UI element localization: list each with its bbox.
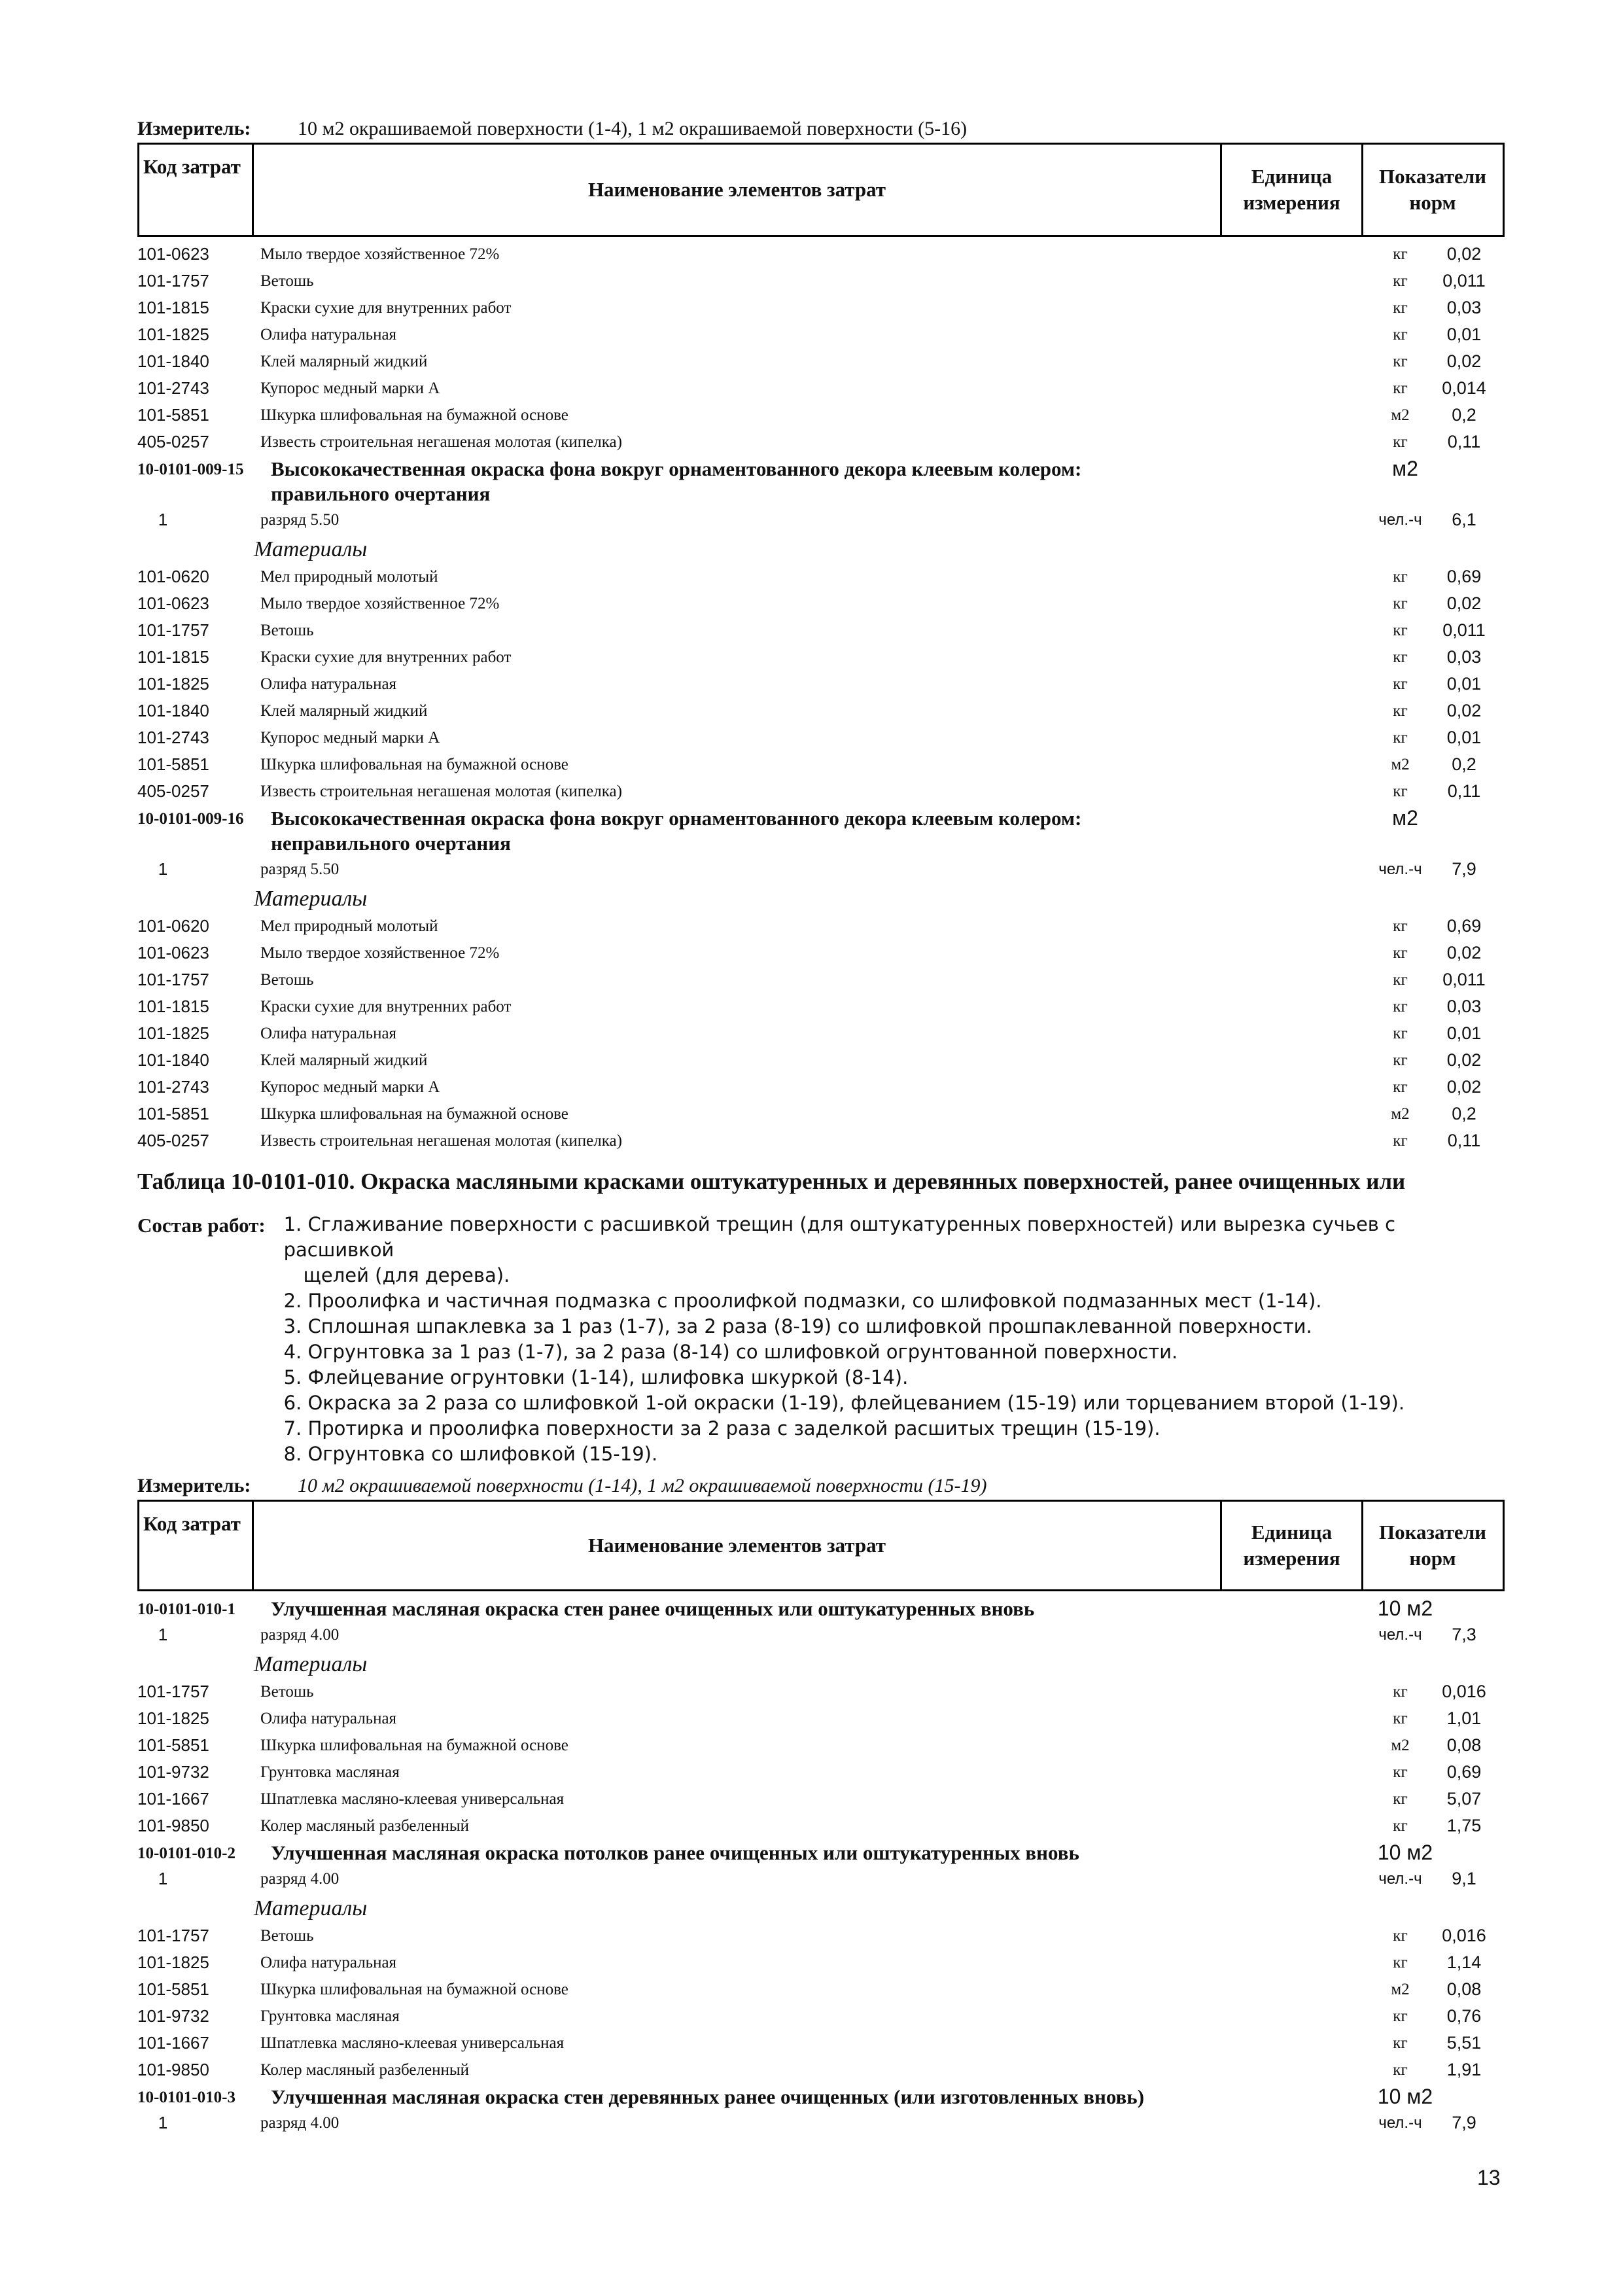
cell-name: Краски сухие для внутренних работ: [260, 298, 512, 317]
table-row: [137, 1074, 1500, 1101]
item-title: Улучшенная масляная окраска стен деревянных ранее очищенных (или изготовленных вновь): [271, 2085, 1145, 2108]
cell-code: 101-1840: [137, 701, 209, 720]
cell-unit: кг: [1393, 352, 1408, 370]
materials-label: Материалы: [254, 537, 368, 561]
cell-unit: кг: [1393, 2007, 1408, 2025]
item-code: 10-0101-010-3: [137, 2089, 236, 2106]
cell-code: 101-5851: [137, 1979, 209, 1999]
cell-name: Грунтовка масляная: [260, 2007, 400, 2025]
measure-line: [137, 111, 1505, 140]
item-unit: м2: [1392, 457, 1418, 480]
cell-unit: кг: [1393, 1816, 1408, 1835]
item-title: Улучшенная масляная окраска стен ранее очищенных или оштукатуренных вновь: [271, 1597, 1035, 1620]
materials-label: Материалы: [254, 1896, 368, 1920]
cell-unit: кг: [1393, 245, 1408, 263]
materials-list: [137, 913, 1500, 1154]
table-row: [137, 348, 1500, 375]
cell-unit: кг: [1393, 433, 1408, 451]
measure-label: Измеритель:: [137, 1475, 251, 1496]
cell-code: 101-2743: [137, 1077, 209, 1097]
materials-list: [137, 563, 1500, 805]
table-row: [137, 1732, 1500, 1759]
cell-code: 101-1825: [137, 1952, 209, 1972]
item-title: Высококачественная окраска фона вокруг орнаментованного декора клеевым колером: неправильного очертания: [271, 807, 1082, 855]
cell-val: 0,011: [1442, 271, 1486, 291]
cell-code: 101-2743: [137, 378, 209, 398]
cell-val: 0,69: [1446, 1762, 1482, 1782]
item-title: Улучшенная масляная окраска потолков ранее очищенных или оштукатуренных вновь: [271, 1841, 1079, 1864]
header-norm: Показатели норм: [1379, 165, 1486, 214]
cell-val: 0,11: [1447, 1131, 1481, 1150]
cell-val: 1,14: [1446, 1952, 1482, 1972]
table-row: [137, 402, 1500, 429]
table-row: [137, 671, 1500, 698]
table-row: [137, 644, 1500, 671]
cell-val: 0,03: [1446, 298, 1482, 317]
cell-name: Шкурка шлифовальная на бумажной основе: [260, 1980, 568, 1998]
work-step: 3. Сплошная шпаклевка за 1 раз (1-7), за 2 раза (8-19) со шлифовкой прошпаклеванной поверхности.: [283, 1315, 1312, 1337]
cell-unit: м2: [1391, 1980, 1410, 1998]
header-name: Наименование элементов затрат: [254, 145, 1222, 235]
cell-val: 0,08: [1446, 1979, 1482, 1999]
cell-name: Грунтовка масляная: [260, 1763, 400, 1781]
cell-name: Шкурка шлифовальная на бумажной основе: [260, 1104, 568, 1123]
table-row: [137, 1949, 1500, 1976]
cell-unit: кг: [1393, 675, 1408, 693]
cell-val: 0,2: [1452, 754, 1476, 774]
table-row: [137, 268, 1500, 294]
cell-name: Купорос медный марки А: [260, 1078, 440, 1096]
table-row: [137, 724, 1500, 751]
cell-val: 0,011: [1442, 970, 1486, 989]
cell-val: 1,75: [1446, 1816, 1482, 1835]
cell-name: Шкурка шлифовальная на бумажной основе: [260, 1736, 568, 1754]
cell-name: Клей малярный жидкий: [260, 352, 428, 370]
labour-row: 1 разряд 4.00 чел.-ч 7,9: [158, 2113, 1476, 2132]
table-row: [137, 617, 1500, 644]
table-row: [137, 993, 1500, 1020]
work-steps: [284, 1212, 1505, 1467]
cell-name: Олифа натуральная: [260, 1709, 397, 1727]
header-unit: Единица измерения: [1222, 145, 1363, 235]
work-step: 2. Проолифка и частичная подмазка с проолифкой подмазки, со шлифовкой подмазанных мест (1-14).: [283, 1290, 1322, 1312]
table-row: [137, 2003, 1500, 2030]
cell-val: 1,01: [1446, 1708, 1482, 1728]
cell-code: 101-1667: [137, 2033, 209, 2053]
cell-name: Краски сухие для внутренних работ: [260, 997, 512, 1016]
cell-code: 101-9732: [137, 1762, 209, 1782]
table-row: [137, 241, 1500, 268]
table-row: [137, 321, 1500, 348]
table-body-010: [137, 1595, 1500, 2136]
cell-code: 101-5851: [137, 754, 209, 774]
table-row: [137, 966, 1500, 993]
cell-val: 0,03: [1446, 647, 1482, 667]
cell-code: 101-1825: [137, 674, 209, 694]
materials-label: Материалы: [254, 1652, 368, 1676]
item-unit: 10 м2: [1377, 1841, 1433, 1864]
table-row: [137, 1812, 1500, 1839]
measure-value: 10 м2 окрашиваемой поверхности (1-14), 1 м2 окрашиваемой поверхности (15-19): [298, 1475, 987, 1496]
cell-unit: кг: [1393, 997, 1408, 1016]
cell-code: 101-1667: [137, 1789, 209, 1809]
cell-val: 0,02: [1446, 1077, 1482, 1097]
cell-val: 0,69: [1446, 916, 1482, 936]
work-step: 4. Огрунтовка за 1 раз (1-7), за 2 раза (8-14) со шлифовкой огрунтованной поверхности.: [283, 1341, 1178, 1363]
work-step: 8. Огрунтовка со шлифовкой (15-19).: [283, 1443, 658, 1465]
cell-code: 405-0257: [137, 1131, 209, 1150]
cell-unit: кг: [1393, 621, 1408, 639]
cell-val: 0,02: [1446, 593, 1482, 613]
item-heading: [137, 455, 1500, 506]
cell-unit: кг: [1393, 648, 1408, 666]
cell-val: 0,01: [1446, 1023, 1482, 1043]
table-row: [137, 1759, 1500, 1786]
item-code: 10-0101-009-16: [137, 810, 244, 828]
work-step: 7. Протирка и проолифка поверхности за 2 раза с заделкой расшитых трещин (15-19).: [283, 1417, 1161, 1439]
cell-unit: м2: [1391, 1736, 1410, 1754]
cell-name: Ветошь: [260, 1926, 314, 1945]
cell-val: 0,02: [1446, 1050, 1482, 1070]
table-row: [137, 913, 1500, 940]
cell-name: Краски сухие для внутренних работ: [260, 648, 512, 666]
cell-name: Шкурка шлифовальная на бумажной основе: [260, 406, 568, 424]
cell-unit: кг: [1393, 917, 1408, 935]
cell-code: 101-9850: [137, 1816, 209, 1835]
table-row: [137, 778, 1500, 805]
table-row: [137, 698, 1500, 724]
cell-unit: кг: [1393, 944, 1408, 962]
item-code: 10-0101-009-15: [137, 461, 244, 478]
cell-code: 101-1757: [137, 970, 209, 989]
cell-name: Олифа натуральная: [260, 325, 397, 344]
materials-label: Материалы: [254, 887, 368, 911]
cell-name: Известь строительная негашеная молотая (кипелка): [260, 782, 622, 800]
cell-val: 0,76: [1446, 2006, 1482, 2026]
cell-name: Мыло твердое хозяйственное 72%: [260, 245, 500, 263]
cell-code: 101-1825: [137, 1023, 209, 1043]
measure-line: [137, 1468, 1505, 1497]
cell-code: 101-1840: [137, 1050, 209, 1070]
item-code: 10-0101-010-2: [137, 1845, 236, 1862]
cell-unit: кг: [1393, 1926, 1408, 1945]
table-row: [137, 1786, 1500, 1812]
cell-code: 101-5851: [137, 405, 209, 425]
materials-list: [137, 241, 1500, 455]
cell-unit: кг: [1393, 701, 1408, 720]
table-row: [137, 1020, 1500, 1047]
cell-unit: м2: [1391, 406, 1410, 424]
header-code: Код затрат: [139, 145, 254, 235]
cell-name: Ветошь: [260, 970, 314, 989]
item-heading: [137, 1839, 1500, 1865]
cell-val: 0,69: [1446, 567, 1482, 586]
cell-name: Колер масляный разбеленный: [260, 2060, 470, 2079]
cell-unit: кг: [1393, 1051, 1408, 1069]
cell-unit: кг: [1393, 2034, 1408, 2052]
cell-code: 101-9732: [137, 2006, 209, 2026]
item-heading: [137, 2083, 1500, 2110]
cell-unit: кг: [1393, 1024, 1408, 1042]
item-code: 10-0101-010-1: [137, 1600, 236, 1618]
cell-val: 0,016: [1442, 1682, 1486, 1701]
cell-code: 101-1815: [137, 647, 209, 667]
cell-val: 0,01: [1446, 728, 1482, 747]
table-row: [137, 1922, 1500, 1949]
work-composition: [137, 1212, 1505, 1467]
cell-name: Клей малярный жидкий: [260, 1051, 428, 1069]
cell-name: Клей малярный жидкий: [260, 701, 428, 720]
cell-unit: кг: [1393, 1790, 1408, 1808]
item-heading: [137, 1595, 1500, 1621]
table-row: [137, 1976, 1500, 2003]
cell-code: 101-1815: [137, 997, 209, 1016]
cell-unit: кг: [1393, 594, 1408, 612]
table-row: [137, 590, 1500, 617]
item-unit: м2: [1392, 806, 1418, 830]
table-row: [137, 294, 1500, 321]
cell-val: 0,08: [1446, 1735, 1482, 1755]
cell-unit: кг: [1393, 1763, 1408, 1781]
cell-unit: м2: [1391, 755, 1410, 773]
cell-val: 0,11: [1447, 432, 1481, 451]
cell-name: Шкурка шлифовальная на бумажной основе: [260, 755, 568, 773]
cell-name: Ветошь: [260, 1682, 314, 1701]
cell-code: 101-2743: [137, 728, 209, 747]
cell-code: 101-0623: [137, 593, 209, 613]
table-row: [137, 563, 1500, 590]
cell-name: Мел природный молотый: [260, 917, 438, 935]
cell-name: Олифа натуральная: [260, 675, 397, 693]
cell-name: Купорос медный марки А: [260, 728, 440, 747]
cell-val: 0,014: [1442, 378, 1486, 398]
cell-val: 0,01: [1446, 674, 1482, 694]
cell-unit: кг: [1393, 728, 1408, 747]
cell-name: Ветошь: [260, 621, 314, 639]
cell-code: 101-1757: [137, 1682, 209, 1701]
cell-name: Колер масляный разбеленный: [260, 1816, 470, 1835]
cell-name: Олифа натуральная: [260, 1953, 397, 1971]
cell-name: Купорос медный марки А: [260, 379, 440, 397]
cell-unit: кг: [1393, 782, 1408, 800]
cell-name: Известь строительная негашеная молотая (кипелка): [260, 433, 622, 451]
materials-list: [137, 1922, 1500, 2083]
work-composition-label: Состав работ:: [137, 1214, 266, 1237]
table-row: [137, 1127, 1500, 1154]
table-row: [137, 1101, 1500, 1127]
item-title: Высококачественная окраска фона вокруг орнаментованного декора клеевым колером: правильного очертания: [271, 457, 1082, 505]
cell-unit: кг: [1393, 1953, 1408, 1971]
cell-unit: кг: [1393, 325, 1408, 344]
cell-unit: кг: [1393, 379, 1408, 397]
labour-row: 1 разряд 5.50 чел.-ч 7,9: [158, 859, 1476, 879]
header-norm: Показатели норм: [1379, 1521, 1486, 1570]
cell-val: 0,01: [1446, 325, 1482, 344]
cell-val: 0,2: [1452, 1104, 1476, 1123]
labour-row: 1 разряд 4.00 чел.-ч 9,1: [158, 1869, 1476, 1888]
cell-unit: кг: [1393, 970, 1408, 989]
work-step: 1. Сглаживание поверхности с расшивкой трещин (для оштукатуренных поверхностей) или вырезка сучьев с расшивкой щелей (для дерева).: [283, 1213, 1396, 1286]
cell-unit: кг: [1393, 272, 1408, 290]
cell-code: 101-0623: [137, 943, 209, 963]
item-heading: [137, 805, 1500, 856]
cell-val: 0,02: [1446, 351, 1482, 371]
cell-code: 101-1840: [137, 351, 209, 371]
work-step: 5. Флейцевание огрунтовки (1-14), шлифовка шкуркой (8-14).: [283, 1366, 909, 1388]
cell-val: 5,51: [1446, 2033, 1482, 2053]
cell-unit: кг: [1393, 2060, 1408, 2079]
labour-row: 1 разряд 4.00 чел.-ч 7,3: [158, 1625, 1476, 1644]
cell-code: 101-5851: [137, 1104, 209, 1123]
table-row: [137, 2030, 1500, 2057]
table-title: Таблица 10-0101-010. Окраска масляными красками оштукатуренных и деревянных поверхностей, ранее очищенных или: [137, 1169, 1406, 1194]
cell-code: 101-0623: [137, 244, 209, 264]
cell-unit: кг: [1393, 298, 1408, 317]
cell-name: Мыло твердое хозяйственное 72%: [260, 944, 500, 962]
cell-code: 101-0620: [137, 567, 209, 586]
cell-code: 101-1757: [137, 271, 209, 291]
measure-label: Измеритель:: [137, 118, 251, 139]
cell-code: 101-1815: [137, 298, 209, 317]
table-row: [137, 375, 1500, 402]
cell-unit: кг: [1393, 1131, 1408, 1150]
cell-code: 101-1757: [137, 1926, 209, 1945]
table-row: [137, 940, 1500, 966]
cell-name: Мыло твердое хозяйственное 72%: [260, 594, 500, 612]
cell-val: 0,03: [1446, 997, 1482, 1016]
cell-code: 101-1825: [137, 325, 209, 344]
table-row: [137, 429, 1500, 455]
cell-name: Мел природный молотый: [260, 567, 438, 586]
cell-val: 1,91: [1446, 2060, 1482, 2079]
cell-name: Ветошь: [260, 272, 314, 290]
table-header: [137, 1500, 1505, 1591]
table-header: [137, 143, 1505, 237]
table-row: [137, 751, 1500, 778]
item-unit: 10 м2: [1377, 2085, 1433, 2108]
cell-name: Известь строительная негашеная молотая (кипелка): [260, 1131, 622, 1150]
cell-code: 101-5851: [137, 1735, 209, 1755]
measure-value: 10 м2 окрашиваемой поверхности (1-4), 1 м2 окрашиваемой поверхности (5-16): [298, 118, 968, 139]
table-row: [137, 2057, 1500, 2083]
cell-val: 0,016: [1442, 1926, 1486, 1945]
cell-name: Олифа натуральная: [260, 1024, 397, 1042]
cell-val: 0,2: [1452, 405, 1476, 425]
labour-row: 1 разряд 5.50 чел.-ч 6,1: [158, 510, 1476, 529]
cell-code: 405-0257: [137, 781, 209, 801]
cell-name: Шпатлевка масляно-клеевая универсальная: [260, 2034, 565, 2052]
cell-unit: кг: [1393, 567, 1408, 586]
header-unit: Единица измерения: [1222, 1502, 1363, 1589]
table-row: [137, 1705, 1500, 1732]
cell-val: 0,011: [1442, 620, 1486, 640]
cell-val: 0,02: [1446, 943, 1482, 963]
cell-code: 101-1757: [137, 620, 209, 640]
cell-unit: кг: [1393, 1682, 1408, 1701]
cell-val: 5,07: [1446, 1789, 1482, 1809]
cell-code: 101-0620: [137, 916, 209, 936]
cell-code: 101-1825: [137, 1708, 209, 1728]
cell-code: 405-0257: [137, 432, 209, 451]
header-name: Наименование элементов затрат: [254, 1502, 1222, 1589]
cell-unit: кг: [1393, 1709, 1408, 1727]
materials-list: [137, 1678, 1500, 1839]
cell-val: 0,11: [1447, 781, 1481, 801]
cell-unit: м2: [1391, 1104, 1410, 1123]
table-body-top: [137, 241, 1500, 1154]
work-step: 6. Окраска за 2 раза со шлифовкой 1-ой окраски (1-19), флейцеванием (15-19) или торцеванием второй (1-19).: [283, 1392, 1405, 1414]
cell-code: 101-9850: [137, 2060, 209, 2079]
cell-val: 0,02: [1446, 244, 1482, 264]
cell-unit: кг: [1393, 1078, 1408, 1096]
cell-val: 0,02: [1446, 701, 1482, 720]
cell-name: Шпатлевка масляно-клеевая универсальная: [260, 1790, 565, 1808]
document-page: [137, 111, 1505, 2136]
header-code: Код затрат: [139, 1502, 254, 1589]
table-row: [137, 1678, 1500, 1705]
table-row: [137, 1047, 1500, 1074]
item-unit: 10 м2: [1377, 1597, 1433, 1620]
page-number: 13: [1477, 2166, 1501, 2189]
